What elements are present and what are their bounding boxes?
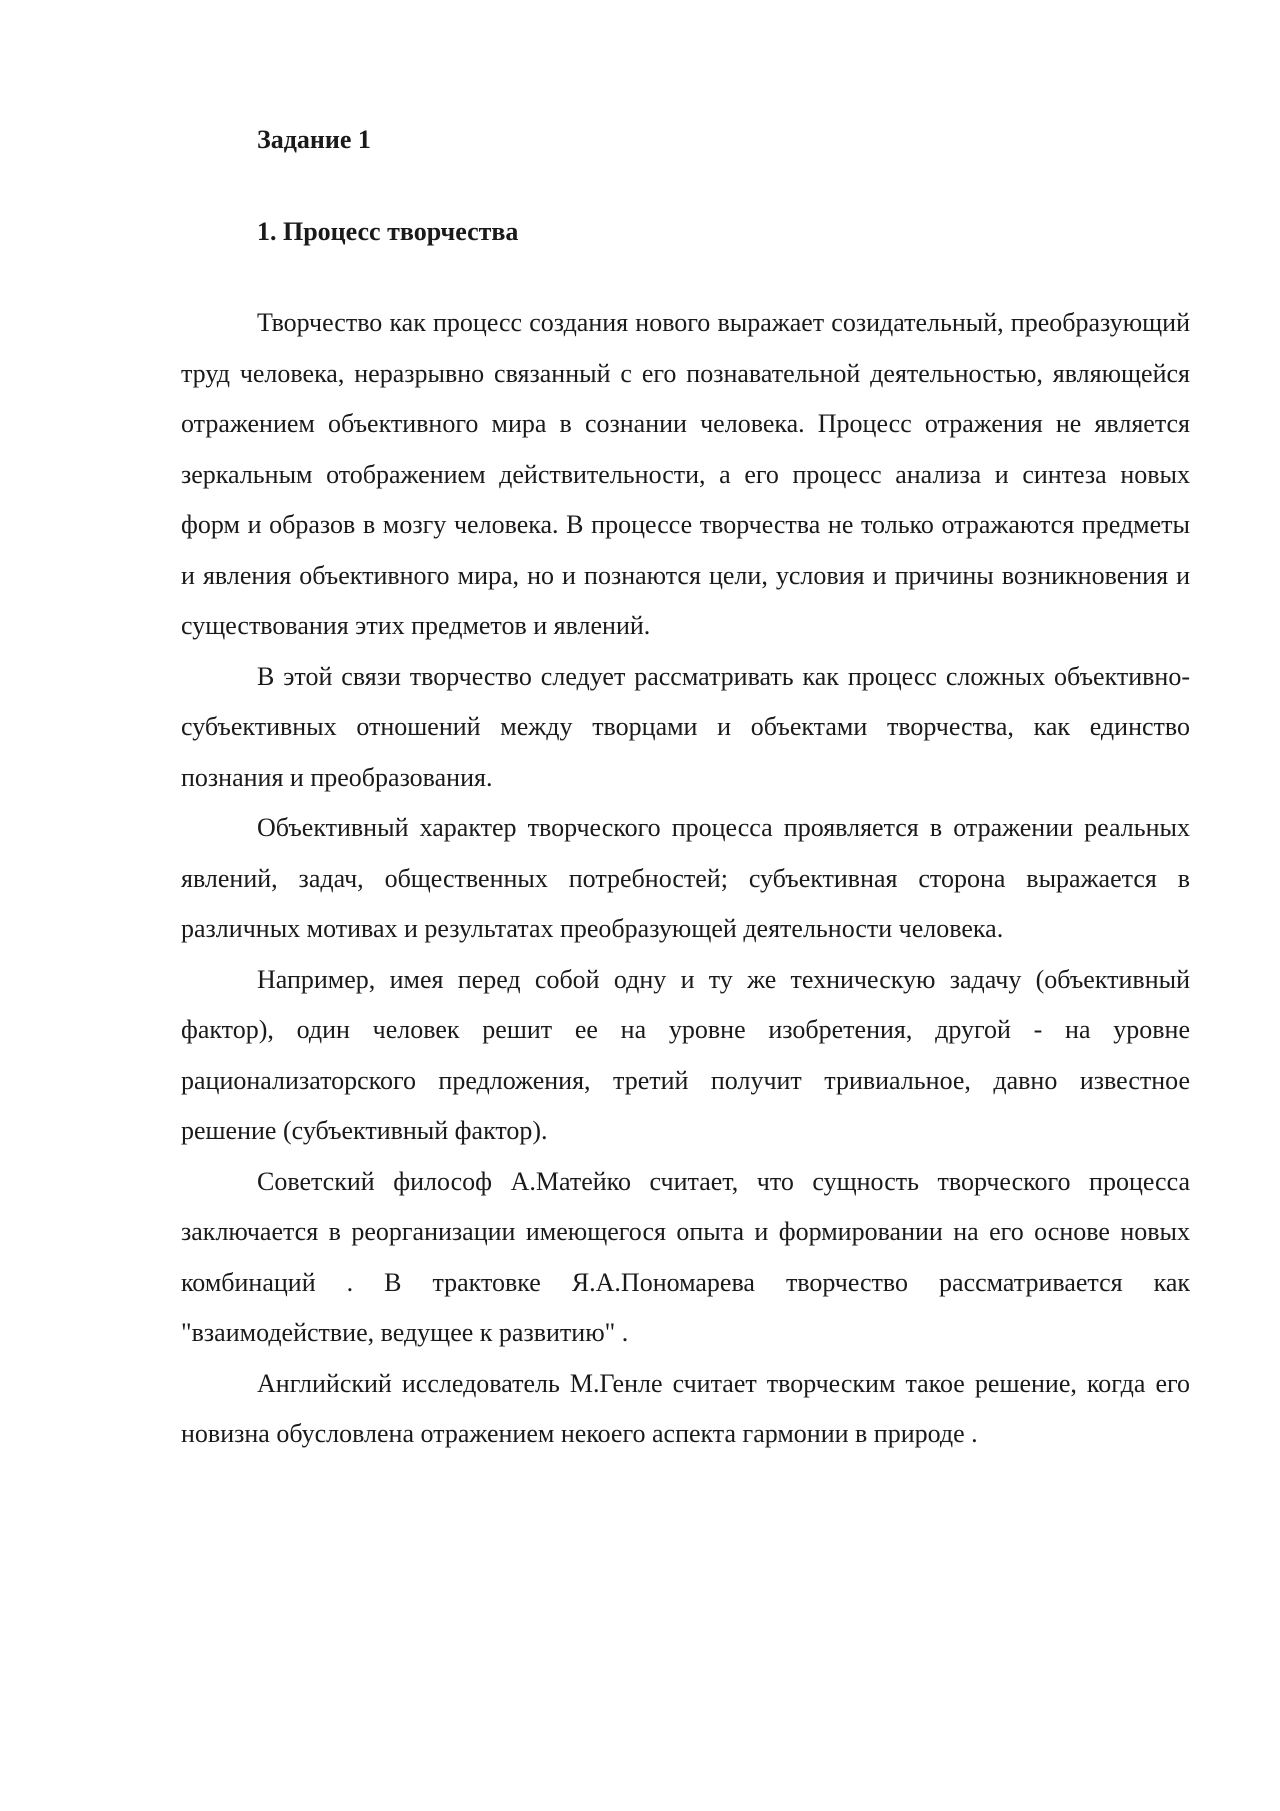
- paragraph: В этой связи творчество следует рассматривать как процесс сложных объективно-субъективных отношений между творцами и объектами творчества, как единство познания и преобразования.: [181, 661, 1190, 792]
- paragraph: Объективный характер творческого процесса проявляется в отражении реальных явлений, задач, общественных потребностей; субъективная сторона выражается в различных мотивах и результатах преобразующей деятельности человека.: [181, 813, 1190, 943]
- paragraph: Творчество как процесс создания нового выражает созидательный, преобразующий труд человека, неразрывно связанный с его познавательной деятельностью, являющейся отражением объективного мира в сознании человека. Процесс отражения не является зеркальным отображением действительности, а его процесс анализа и синтеза новых форм и образов в мозгу человека. В процессе творчества не только отражаются предметы и явления объективного мира, но и познаются цели, условия и причины возникновения и существования этих предметов и явлений.: [181, 308, 1190, 640]
- section-heading: 1. Процесс творчества: [257, 217, 519, 246]
- document-page: [181, 118, 1190, 1460]
- paragraph: Например, имея перед собой одну и ту же техническую задачу (объективный фактор), один человек решит ее на уровне изобретения, другой - на уровне рационализаторского предложения, третий получит тривиальное, давно известное решение (субъективный фактор).: [181, 964, 1190, 1145]
- paragraph: Английский исследователь М.Генле считает творческим такое решение, когда его новизна обусловлена отражением некоего аспекта гармонии в природе .: [181, 1368, 1190, 1448]
- task-heading: Задание 1: [257, 125, 371, 154]
- paragraph: Советский философ А.Матейко считает, что сущность творческого процесса заключается в реорганизации имеющегося опыта и формировании на его основе новых комбинаций . В трактовке Я.А.Пономарева творчество рассматривается как "взаимодействие, ведущее к развитию" .: [181, 1166, 1190, 1347]
